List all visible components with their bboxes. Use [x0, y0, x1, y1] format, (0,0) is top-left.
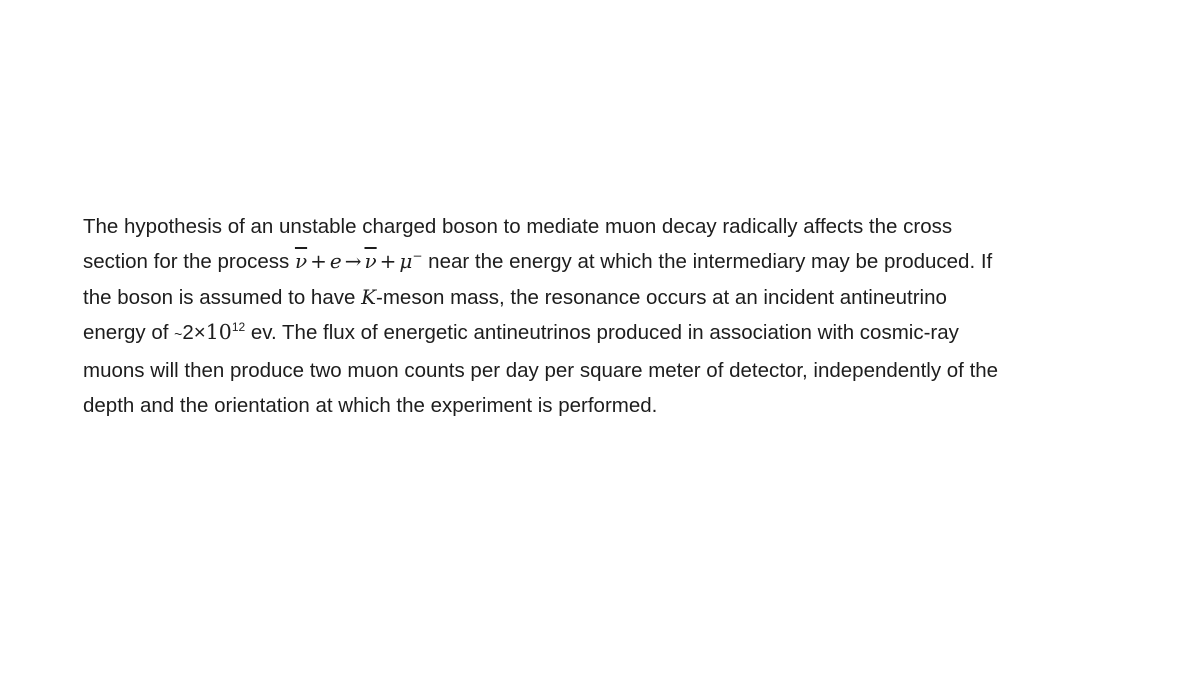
line-5: muons will then produce two muon counts per day per square meter of detector, independently of the [83, 358, 999, 382]
plus-sign-2: + [379, 249, 397, 274]
line-3-after: -meson mass, the resonance occurs at an incident antineutrino [376, 285, 947, 309]
line-4-after: ev. The flux of energetic antineutrinos produced in association with cosmic-ray [245, 321, 959, 345]
antineutrino-symbol: $\overline{\nu}$ [294, 249, 308, 274]
line-1: The hypothesis of an unstable charged boson to mediate muon decay radically affects the cross [83, 215, 953, 238]
line-3-before: the boson is assumed to have [83, 285, 362, 309]
line-2 [83, 244, 1133, 279]
line-6: depth and the orientation at which the experiment is performed. [83, 394, 658, 418]
plus-sign: + [310, 249, 327, 274]
energy-base: 10 [205, 320, 232, 345]
k-symbol: K [361, 284, 377, 309]
energy-exponent: 12 [231, 320, 246, 335]
arrow-symbol: → [344, 249, 362, 274]
line-4 [83, 315, 1133, 352]
energy-value [174, 321, 245, 344]
line-2-after: near the energy at which the intermediary may be produced. If [422, 250, 993, 274]
muon-symbol: μ [399, 249, 413, 274]
line-3 [83, 280, 1133, 315]
antineutrino-symbol-2: $\overline{\nu}$ [364, 249, 377, 274]
line-2-before: section for the process [83, 250, 295, 274]
process-equation [295, 249, 423, 273]
electron-symbol: e [329, 249, 342, 274]
negative-charge: − [412, 249, 423, 264]
approx-symbol: ~ [174, 326, 183, 343]
line-4-before: energy of [83, 321, 175, 345]
energy-coefficient: 2× [182, 321, 206, 345]
abstract-paragraph [83, 209, 1133, 423]
